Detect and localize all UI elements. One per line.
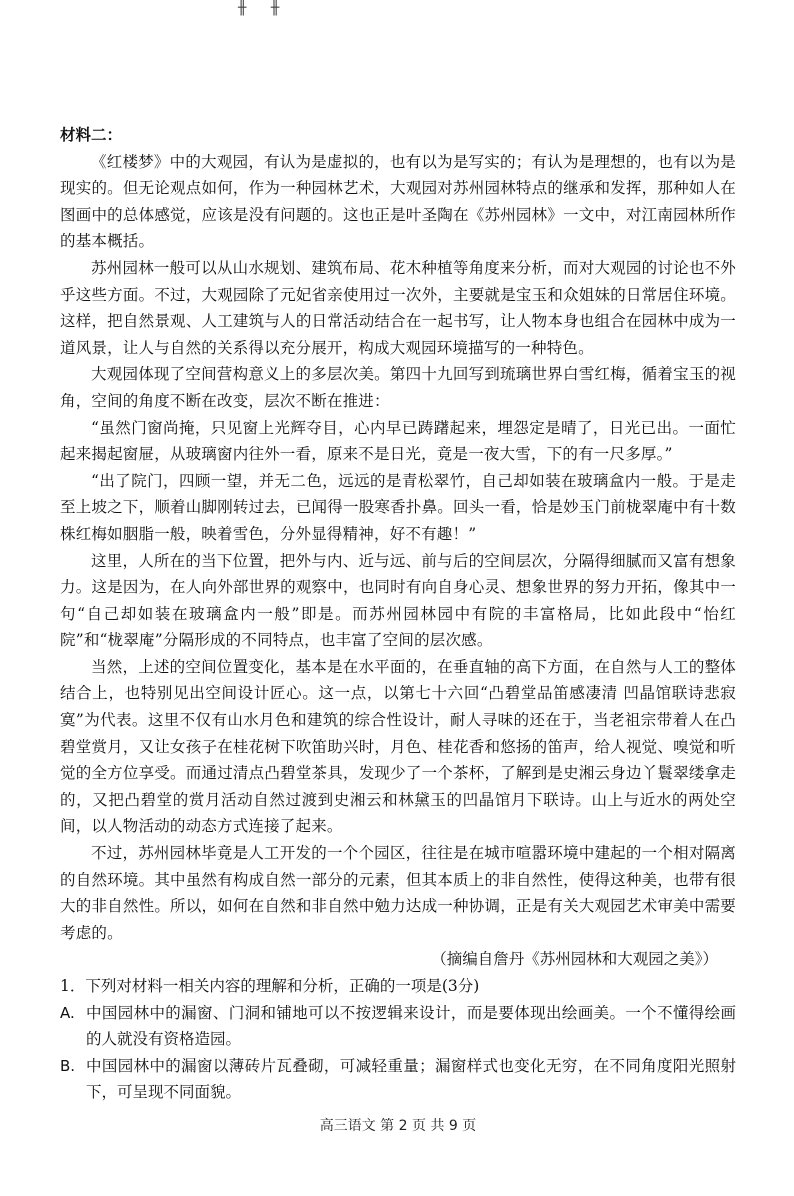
paragraph-5: 当然，上述的空间位置变化，基本是在水平面的，在垂直轴的高下方面，在自然与人工的整体结合上，也特别见出空间设计匠心。这一点，以第七十六回“凸碧堂品笛感凄清 凹晶馆联诗悲寂寞”为代表。这里不仅有山水月色和建筑的综合性设计，耐人寻味的还在于，当老祖宗带着人在凸碧堂赏月，又让女孩子在桂花树下吹笛助兴时，月色、桂花香和悠扬的笛声，给人视觉、嗅觉和听觉的全方位享受。而通过清点凸碧堂茶具，发现少了一个茶杯，了解到是史湘云身边丫鬟翠缕拿走的，又把凸碧堂的赏月活动自然过渡到史湘云和林黛玉的凹晶馆月下联诗。山上与近水的两处空间，以人物活动的动态方式连接了起来。 [60,657,736,836]
question-stem: 1．下列对材料一相关内容的理解和分析，正确的一项是(3分) [60,977,480,995]
question-1 [60,973,736,1106]
option-a[interactable] [60,1000,736,1053]
binding-marks: ╫ ╫ [238,0,290,16]
option-text: 中国园林中的漏窗、门洞和铺地可以不按逻辑来设计，而是要体现出绘画美。一个不懂得绘画的人就没有资格造园。 [86,1003,736,1049]
paragraph-6: 不过，苏州园林毕竟是人工开发的一个个园区，往往是在城市喧嚣环境中建起的一个相对隔离的自然环境。其中虽然有构成自然一部分的元素，但其本质上的非自然性，使得这种美，也带有很大的非自然性。所以，如何在自然和非自然中勉力达成一种协调，正是有关大观园艺术审美中需要考虑的。 [60,844,736,942]
paragraph-3: 大观园体现了空间营构意义上的多层次美。第四十九回写到琉璃世界白雪红梅，循着宝玉的视角，空间的角度不断在改变，层次不断在推进： [60,365,736,410]
option-letter: B. [60,1056,76,1075]
material-title: 材料二： [60,125,123,144]
option-text: 中国园林中的漏窗以薄砖片瓦叠砌，可减轻重量；漏窗样式也变化无穷，在不同角度阳光照射下，可呈现不同面貌。 [86,1056,736,1102]
quote-2: “出了院门，四顾一望，并无二色，远远的是青松翠竹，自己却如装在玻璃盒内一般。于是走至上坡之下，顺着山脚刚转过去，已闻得一股寒香扑鼻。回头一看，恰是妙玉门前栊翠庵中有十数株红梅如胭脂一般，映着雪色，分外显得精神，好不有趣！” [60,471,736,543]
passage-body [60,122,736,1106]
page-footer: 高三语文 第 2 页 共 9 页 [319,1118,477,1134]
exam-page [60,0,736,1196]
quote-1: “虽然门窗尚掩，只见窗上光辉夺目，心内早已踌躇起来，埋怨定是晴了，日光已出。一面忙起来揭起窗屉，从玻璃窗内往外一看，原来不是日光，竟是一夜大雪，下的有一尺多厚。” [60,418,736,464]
source-citation: （摘编自詹丹《苏州园林和大观园之美》） [431,950,718,969]
paragraph-4: 这里，人所在的当下位置，把外与内、近与远、前与后的空间层次，分隔得细腻而又富有想象力。这是因为，在人向外部世界的观察中，也同时有向自身心灵、想象世界的努力开拓，像其中一句“自己却如装在玻璃盒内一般”即是。而苏州园林园中有院的丰富格局，比如此段中“怡红院”和“栊翠庵”分隔形成的不同特点，也丰富了空间的层次感。 [60,551,736,650]
option-letter: A. [60,1003,75,1022]
option-b[interactable] [60,1053,736,1106]
paragraph-1: 《红楼梦》中的大观园，有认为是虚拟的，也有以为是写实的；有认为是理想的，也有以为是现实的。但无论观点如何，作为一种园林艺术，大观园对苏州园林特点的继承和发挥，那种如人在图画中的总体感觉，应该是没有问题的。这也正是叶圣陶在《苏州园林》一文中，对江南园林所作的基本概括。 [60,152,736,251]
paragraph-2: 苏州园林一般可以从山水规划、建筑布局、花木种植等角度来分析，而对大观园的讨论也不外乎这些方面。不过，大观园除了元妃省亲使用过一次外，主要就是宝玉和众姐妹的日常居住环境。这样，把自然景观、人工建筑与人的日常活动结合在一起书写，让人物本身也组合在园林中成为一道风景，让人与自然的关系得以充分展开，构成大观园环境描写的一种特色。 [60,258,736,357]
